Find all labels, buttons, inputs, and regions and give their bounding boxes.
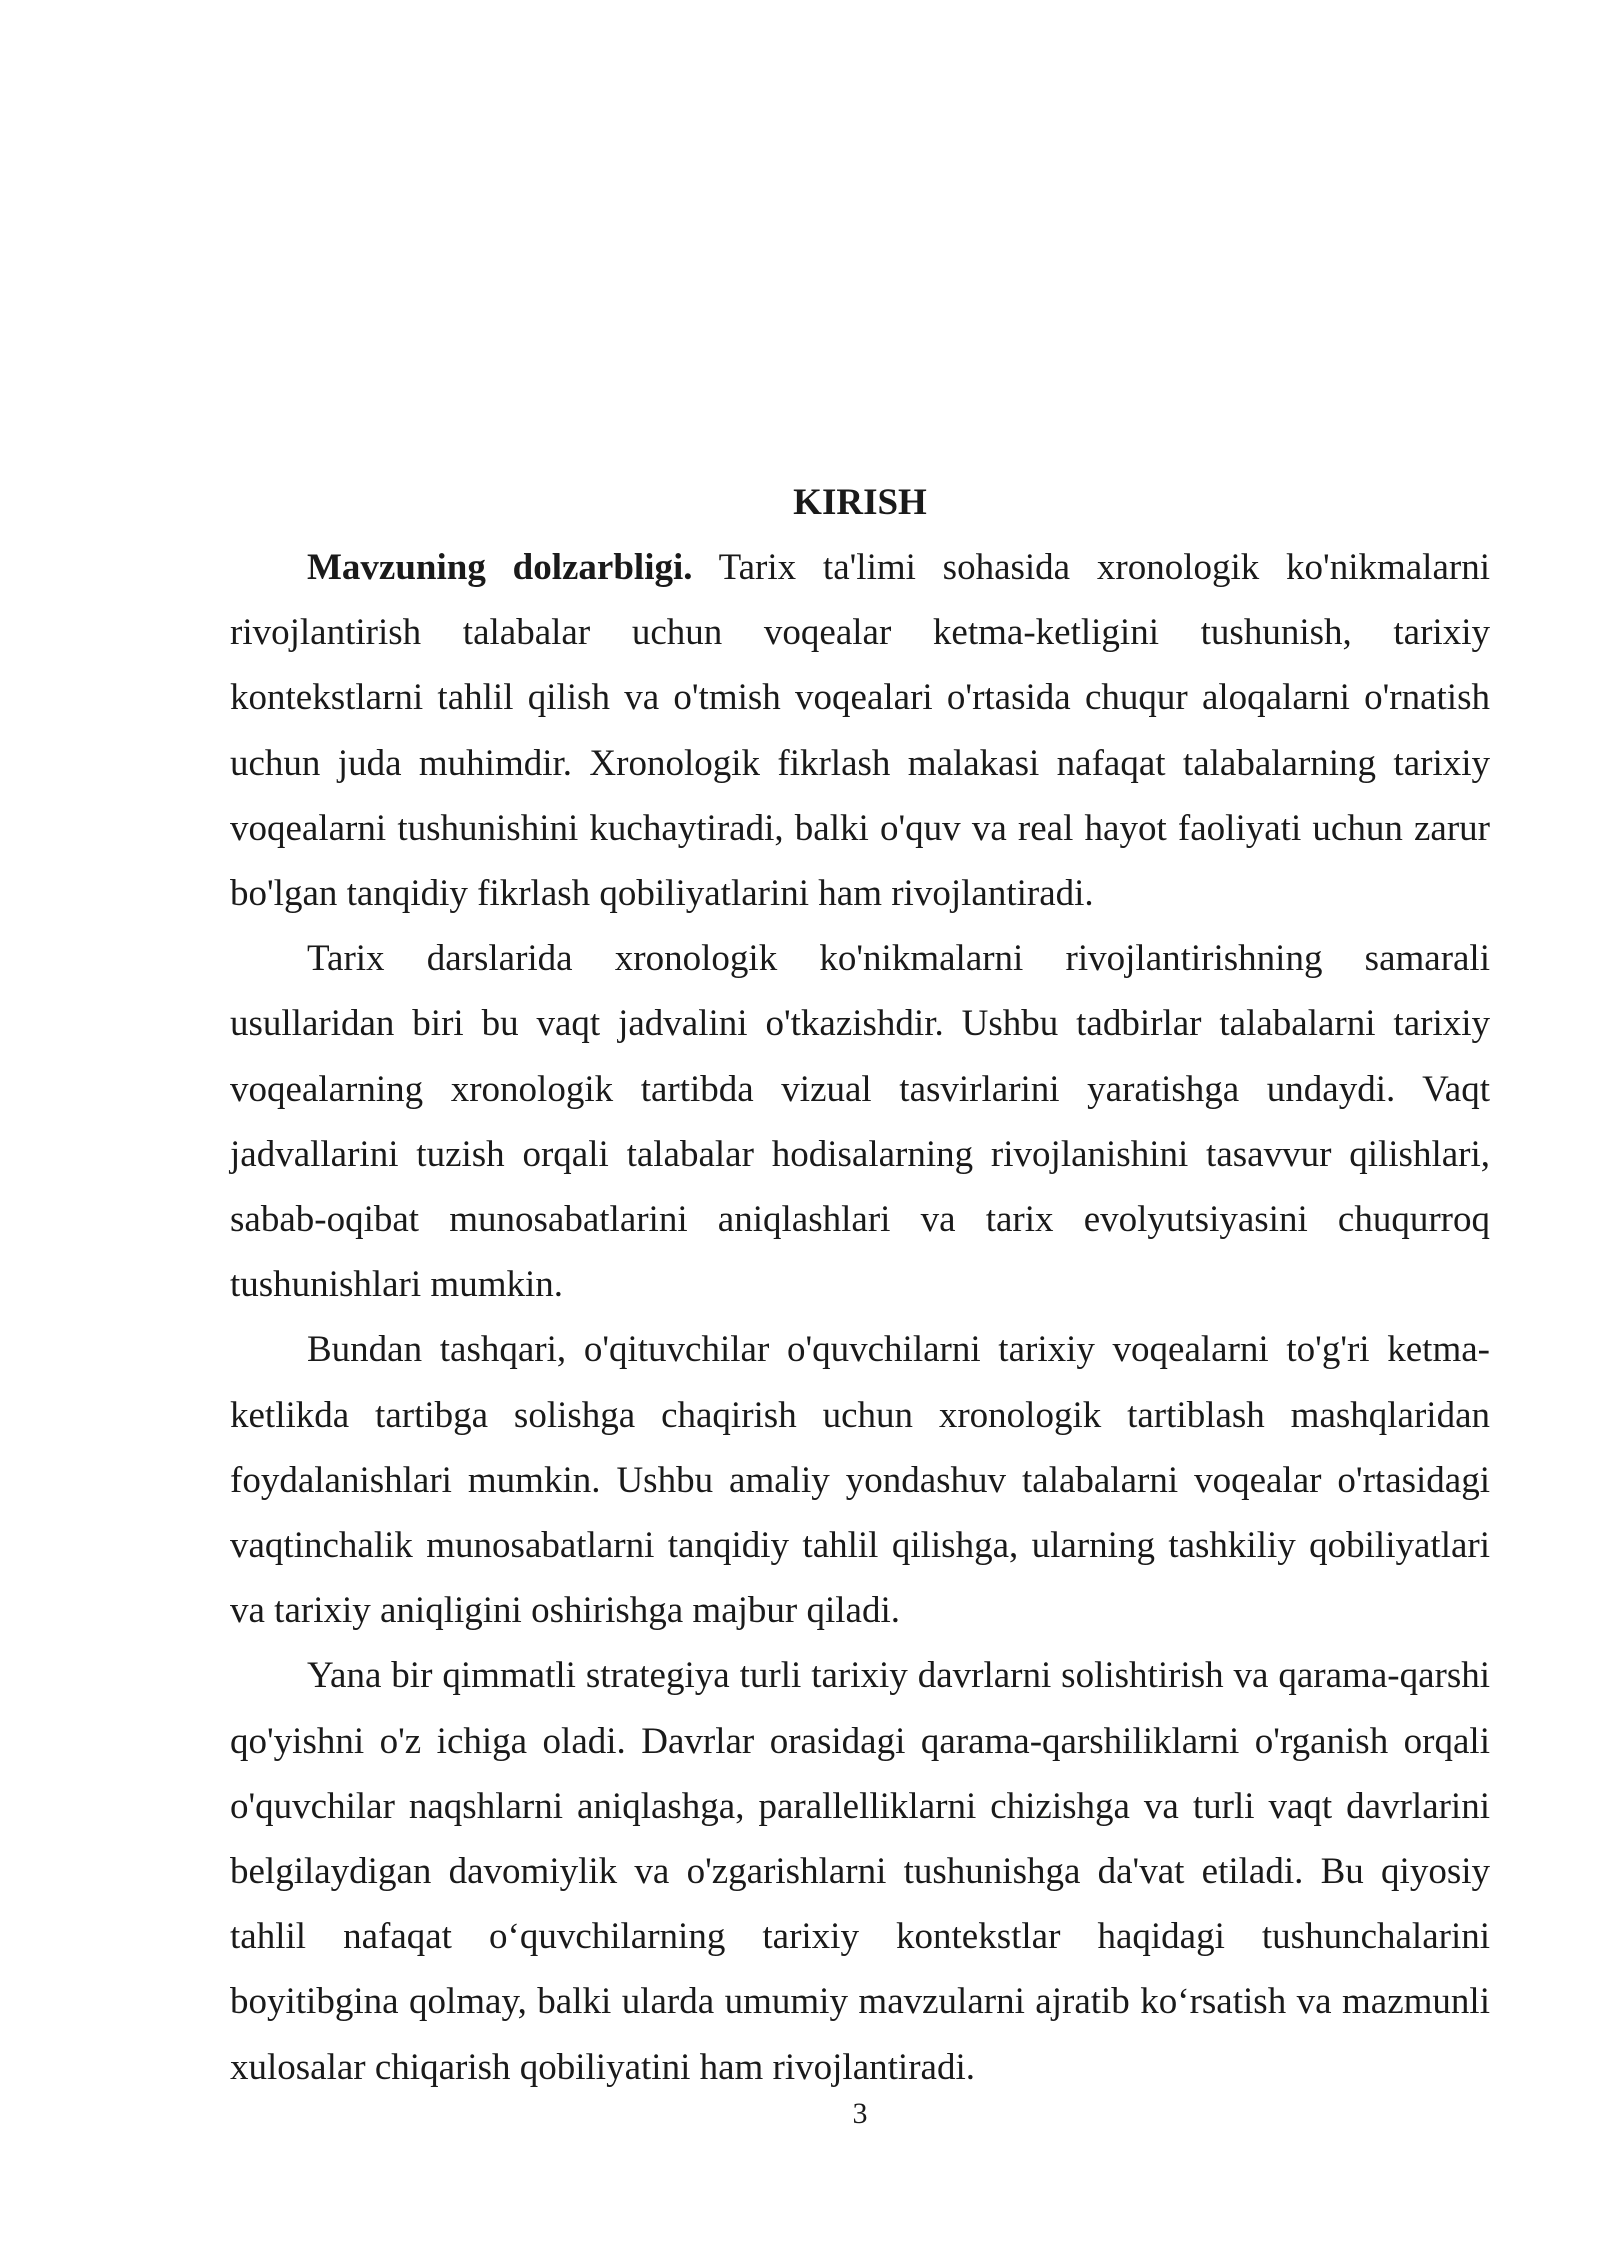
paragraph-lead: Mavzuning dolzarbligi.: [307, 547, 693, 588]
section-heading: KIRISH: [793, 482, 927, 523]
paragraph-comparison: Yana bir qimmatli strategiya turli tarixiy davrlarni solishtirish va qarama-qarshi qo'yishni o'z ichiga oladi. Davrlar orasidagi qarama-qarshiliklarni o'rganish orqali o'quvchilar naqshlarni aniqlashga, parallelliklarni chizishga va turli vaqt davrlarini belgilaydigan davomiylik va o'zgarishlarni tushunishga da'vat etiladi. Bu qiyosiy tahlil nafaqat o‘quvchilarning tarixiy kontekstlar haqidagi tushunchalarini boyitibgina qolmay, balki ularda umumiy mavzularni ajratib ko‘rsatish va mazmunli xulosalar chiqarish qobiliyatini ham rivojlantiradi.: [230, 1655, 1490, 2088]
paragraph-relevance: [230, 535, 1490, 926]
page-body: [230, 470, 1490, 2100]
paragraph-text: Tarix ta'limi sohasida xronologik ko'nikmalarni rivojlantirish talabalar uchun voqealar ketma-ketligini tushunish, tarixiy kontekstlarni tahlil qilish va o'tmish voqealari o'rtasida chuqur aloqalarni o'rnatish uchun juda muhimdir. Xronologik fikrlash malakasi nafaqat talabalarning tarixiy voqealarni tushunishini kuchaytiradi, balki o'quv va real hayot faoliyati uchun zarur bo'lgan tanqidiy fikrlash qobiliyatlarini ham rivojlantiradi.: [230, 547, 1490, 915]
paragraph-timelines: Tarix darslarida xronologik ko'nikmalarni rivojlantirishning samarali usullaridan biri bu vaqt jadvalini o'tkazishdir. Ushbu tadbirlar talabalarni tarixiy voqealarning xronologik tartibda vizual tasvirlarini yaratishga undaydi. Vaqt jadvallarini tuzish orqali talabalar hodisalarning rivojlanishini tasavvur qilishlari, sabab-oqibat munosabatlarini aniqlashlari va tarix evolyutsiyasini chuqurroq tushunishlari mumkin.: [230, 938, 1490, 1306]
page-number: 3: [852, 2097, 868, 2130]
paragraph-sequencing: Bundan tashqari, o'qituvchilar o'quvchilarni tarixiy voqealarni to'g'ri ketma-ketlikda tartibga solishga chaqirish uchun xronologik tartiblash mashqlaridan foydalanishlari mumkin. Ushbu amaliy yondashuv talabalarni voqealar o'rtasidagi vaqtinchalik munosabatlarni tanqidiy tahlil qilishga, ularning tashkiliy qobiliyatlari va tarixiy aniqligini oshirishga majbur qiladi.: [230, 1329, 1490, 1632]
